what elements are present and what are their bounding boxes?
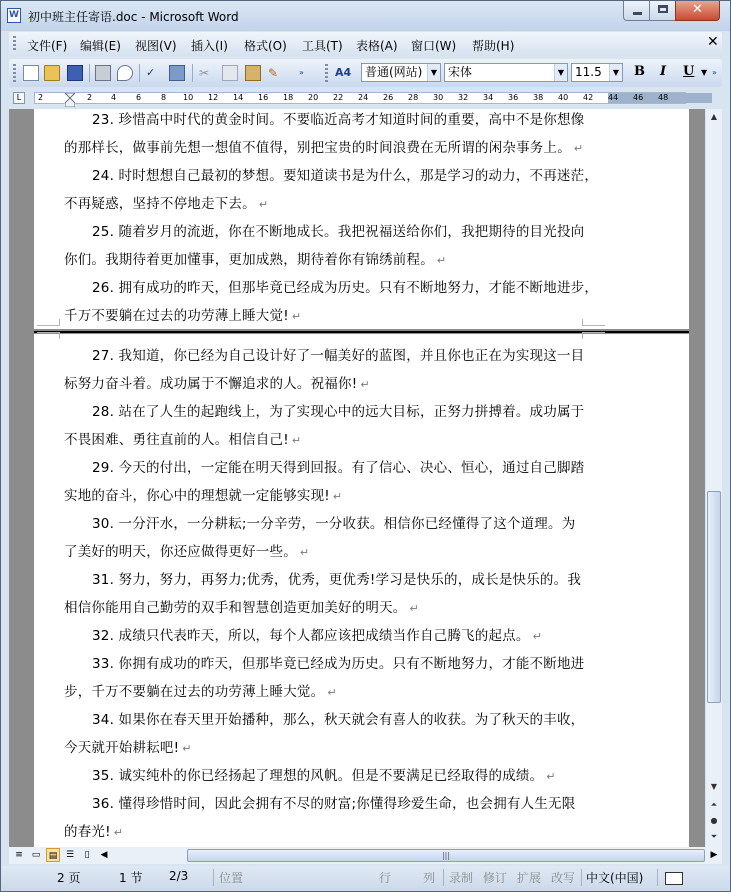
paragraph-line: 了美好的明天，你还应做得更好一些。 (64, 544, 297, 560)
paragraph-line: 今天就开始耕耘吧! (64, 740, 180, 756)
scroll-left-icon[interactable]: ◀ (100, 850, 108, 860)
paragraph-mark-icon: ↵ (532, 630, 542, 643)
paragraph-line: 步，千万不要躺在过去的功劳薄上睡大觉。 (64, 684, 325, 700)
minimize-icon (633, 12, 642, 15)
paragraph-line: 30. 一分汗水，一分耕耘;一分辛劳，一分收获。相信你已经懂得了这个道理。为 (92, 516, 576, 532)
toolbar-options-chevron-icon[interactable]: » (299, 68, 304, 77)
paragraph-line: 28. 站在了人生的起跑线上，为了实现心中的远大目标，正努力拼搏着。成功属于 (92, 404, 585, 420)
ruler-tick-label: 10 (183, 93, 194, 102)
bold-button[interactable]: B (634, 64, 645, 79)
ruler-tick-label: 34 (483, 93, 494, 102)
ruler-tick-label: 4 (111, 93, 117, 102)
menu-file[interactable]: 文件(F) (27, 39, 68, 53)
window-title: 初中班主任寄语.doc - Microsoft Word (28, 10, 239, 24)
scroll-up-icon[interactable]: ▲ (710, 112, 718, 121)
ruler-tick-label: 18 (283, 93, 294, 102)
paragraph[interactable] (64, 622, 624, 651)
menu-tools[interactable]: 工具(T) (302, 39, 343, 53)
paragraph-mark-icon: ↵ (409, 602, 419, 615)
close-window-button[interactable] (675, 1, 720, 21)
format-toolbar-grip-handle[interactable] (325, 64, 328, 82)
next-page-icon[interactable]: ⏷ (710, 832, 718, 841)
paragraph-line: 实地的奋斗，你心中的理想就一定能够实现! (64, 488, 330, 504)
select-browse-object-icon[interactable]: ● (710, 816, 718, 825)
document-page-2[interactable] (34, 334, 689, 847)
status-separator (581, 869, 582, 886)
toolbar-separator (139, 64, 140, 82)
paragraph-mark-icon: ↵ (299, 546, 310, 559)
page-corner-mark (37, 332, 60, 339)
new-document-icon[interactable] (23, 65, 39, 81)
paragraph-mark-icon: ↵ (182, 742, 192, 755)
scroll-down-icon[interactable]: ▼ (710, 782, 718, 791)
copy-icon[interactable] (222, 65, 238, 81)
paragraph[interactable] (64, 274, 624, 331)
paragraph-line: 29. 今天的付出，一定能在明天得到回报。有了信心、决心、恒心，通过自己脚踏 (92, 460, 585, 476)
status-overwrite[interactable]: 改写 (551, 871, 576, 885)
ruler-tick-label: 32 (458, 93, 469, 102)
paragraph-line: 36. 懂得珍惜时间，因此会拥有不尽的财富;你懂得珍爱生命，也会拥有人生无限 (92, 796, 576, 812)
paragraph[interactable] (64, 398, 624, 455)
format-painter-icon[interactable]: ✎ (268, 66, 279, 80)
paragraph-mark-icon: ↵ (436, 254, 447, 267)
ruler-tick-label: 6 (136, 93, 142, 102)
ruler-tick-label: 22 (333, 93, 344, 102)
status-section: 1 节 (119, 871, 143, 885)
toolbar-separator (192, 64, 193, 82)
ruler-tick-label: 12 (208, 93, 219, 102)
title-bar (1, 1, 730, 31)
paragraph-mark-icon: ↵ (113, 826, 124, 839)
status-position: 位置 (219, 871, 244, 885)
ruler-bar (9, 89, 722, 107)
print-icon[interactable] (95, 65, 111, 81)
menu-help[interactable]: 帮助(H) (472, 39, 515, 53)
paragraph[interactable] (64, 342, 624, 399)
paragraph-line: 相信你能用自己勤劳的双手和智慧创造更加美好的明天。 (64, 600, 407, 616)
menu-grip-handle[interactable] (13, 36, 16, 52)
paragraph-mark-icon: ↵ (327, 686, 337, 699)
menu-bar (9, 32, 722, 56)
ruler-tick-label: 24 (358, 93, 369, 102)
status-separator (213, 869, 214, 886)
chevron-down-icon[interactable]: ▼ (609, 64, 622, 81)
web-layout-view-icon[interactable]: ▭ (31, 850, 41, 860)
menu-table[interactable]: 表格(A) (356, 39, 398, 53)
print-preview-icon[interactable] (117, 65, 133, 81)
page-corner-mark (582, 332, 605, 339)
ruler-tick-label: 30 (433, 93, 444, 102)
status-column: 列 (423, 871, 436, 885)
horizontal-ruler[interactable] (34, 92, 686, 104)
reading-layout-view-icon[interactable]: ▯ (84, 850, 90, 860)
spelling-status-icon[interactable] (665, 872, 683, 885)
paragraph[interactable] (64, 218, 624, 275)
page-corner-mark (582, 319, 605, 326)
ruler-tick-label: 2 (87, 93, 93, 102)
horizontal-scrollbar[interactable] (9, 847, 722, 864)
indent-marker-icon[interactable] (65, 93, 75, 107)
menu-format[interactable]: 格式(O) (244, 39, 287, 53)
paragraph[interactable] (64, 706, 624, 763)
paragraph-line: 的春光! (64, 824, 111, 840)
save-icon[interactable] (67, 65, 83, 81)
maximize-button[interactable] (649, 1, 676, 21)
menu-insert[interactable]: 插入(I) (191, 39, 228, 53)
minimize-button[interactable] (623, 1, 650, 21)
ruler-tick-label: 8 (161, 93, 167, 102)
paste-icon[interactable] (245, 65, 261, 81)
status-separator (657, 869, 658, 886)
document-page-1[interactable] (34, 109, 689, 329)
paragraph-line: 你们。我期待着更加懂事，更加成熟，期待着你有锦绣前程。 (64, 252, 434, 268)
paragraph[interactable] (64, 790, 624, 847)
word-app-icon[interactable]: W (7, 8, 21, 23)
toolbar (9, 59, 722, 87)
paragraph-mark-icon: ↵ (291, 310, 302, 323)
status-line: 行 (379, 871, 392, 885)
outline-view-icon[interactable]: ☰ (65, 850, 75, 860)
toolbar-separator (89, 64, 90, 82)
font-size-value: 11.5 (575, 65, 602, 79)
ruler-tick-label: 48 (658, 93, 669, 102)
tab-selector[interactable]: L (13, 92, 25, 104)
ruler-tick-label: 44 (608, 93, 619, 102)
paragraph[interactable] (64, 510, 624, 567)
chevron-down-icon[interactable]: ▼ (427, 64, 440, 81)
paragraph[interactable] (64, 650, 624, 707)
paragraph[interactable] (64, 162, 624, 219)
paragraph[interactable] (64, 109, 624, 163)
open-folder-icon[interactable] (44, 65, 60, 81)
paragraph-line: 26. 拥有成功的昨天，但那毕竟已经成为历史。只有不断地努力，才能不断地进步， (92, 280, 599, 296)
chevron-down-icon[interactable]: ▼ (554, 64, 567, 81)
paragraph[interactable] (64, 454, 624, 511)
status-language[interactable]: 中文(中国) (586, 871, 644, 885)
status-bar (1, 866, 730, 891)
ruler-tick-label: 38 (533, 93, 544, 102)
spelling-check-icon[interactable]: ✓ (146, 66, 156, 79)
paragraph-line: 的那样长，做事前先想一想值不值得，别把宝贵的时间浪费在无所谓的闲杂事务上。 (64, 140, 571, 156)
ruler-tick-label: 20 (308, 93, 319, 102)
status-page-of: 2/3 (169, 869, 189, 883)
paragraph-mark-icon: ↵ (360, 378, 370, 391)
print-layout-view-icon[interactable]: ▤ (46, 848, 60, 862)
paragraph-line: 27. 我知道，你已经为自己设计好了一幅美好的蓝图，并且你也正在为实现这一目 (92, 348, 585, 364)
paragraph-line: 33. 你拥有成功的昨天，但那毕竟已经成为历史。只有不断地努力，才能不断地进 (92, 656, 585, 672)
paragraph-mark-icon: ↵ (332, 490, 343, 503)
ruler-tick-label: 36 (508, 93, 519, 102)
page-corner-mark (37, 319, 60, 326)
ruler-tick-label: 40 (558, 93, 569, 102)
paragraph-line: 千万不要躺在过去的功劳薄上睡大觉! (64, 308, 289, 324)
paragraph[interactable] (64, 566, 624, 623)
paragraph-line: 35. 诚实纯朴的你已经扬起了理想的风帆。但是不要满足已经取得的成绩。 (92, 768, 544, 784)
scroll-right-icon[interactable]: ▶ (710, 850, 718, 860)
maximize-icon (658, 5, 668, 13)
status-revise[interactable]: 修订 (483, 871, 508, 885)
font-size-select[interactable] (571, 63, 623, 82)
status-page: 2 页 (57, 871, 81, 885)
ruler-tick-label: 46 (633, 93, 644, 102)
paragraph-mark-icon: ↵ (546, 770, 556, 783)
ruler-tick-label: 28 (408, 93, 419, 102)
normal-view-icon[interactable]: ≡ (15, 850, 23, 860)
menu-view[interactable]: 视图(V) (135, 39, 177, 53)
paragraph-line: 23. 珍惜高中时代的黄金时间。不要临近高考才知道时间的重要，高中不是你想像 (92, 112, 585, 128)
toolbar-options-chevron-icon[interactable]: » (712, 68, 717, 77)
paragraph-line: 不再疑惑，坚持不停地走下去。 (64, 196, 256, 212)
paragraph-line: 31. 努力，努力，再努力;优秀，优秀，更优秀!学习是快乐的，成长是快乐的。我 (92, 572, 582, 588)
vertical-scrollbar[interactable] (706, 109, 722, 847)
paragraph-mark-icon: ↵ (291, 434, 302, 447)
document-area[interactable] (9, 109, 705, 847)
paragraph-mark-icon: ↵ (258, 198, 269, 211)
paragraph-line: 32. 成绩只代表昨天，所以，每个人都应该把成绩当作自己腾飞的起点。 (92, 628, 530, 644)
font-select-value: 宋体 (448, 65, 473, 79)
paragraph[interactable] (64, 762, 624, 791)
paragraph-line: 24. 时时想想自己最初的梦想。要知道读书是为什么，那是学习的动力，不再迷茫， (92, 168, 599, 184)
status-extend[interactable]: 扩展 (517, 871, 542, 885)
cut-icon[interactable]: ✂ (199, 66, 210, 80)
ruler-tick-label: 26 (383, 93, 394, 102)
underline-button[interactable]: U (683, 64, 695, 79)
close-document-button[interactable]: ✕ (707, 34, 719, 50)
toolbar-grip-handle[interactable] (13, 64, 16, 82)
menu-edit[interactable]: 编辑(E) (80, 39, 121, 53)
style-select-value: 普通(网站) (365, 65, 423, 79)
style-select[interactable] (361, 63, 441, 82)
paragraph-mark-icon: ↵ (573, 142, 584, 155)
horizontal-scroll-thumb[interactable]: ||| (187, 849, 705, 862)
status-record[interactable]: 录制 (449, 871, 474, 885)
previous-page-icon[interactable]: ⏶ (710, 800, 718, 809)
styles-and-formatting-icon[interactable]: A4 (335, 66, 352, 79)
font-select[interactable] (444, 63, 568, 82)
ruler-tick-label: 14 (233, 93, 244, 102)
menu-window[interactable]: 窗口(W) (411, 39, 457, 53)
paragraph-line: 不畏困难、勇往直前的人。相信自己! (64, 432, 289, 448)
underline-chevron-down-icon[interactable]: ▼ (701, 68, 708, 77)
paragraph-line: 标努力奋斗着。成功属于不懈追求的人。祝福你! (64, 376, 358, 392)
paragraph-line: 34. 如果你在春天里开始播种，那么，秋天就会有喜人的收获。为了秋天的丰收， (92, 712, 585, 728)
italic-button[interactable]: I (660, 64, 667, 79)
ruler-tick-label: 2 (38, 93, 44, 102)
ruler-tick-label: 42 (583, 93, 594, 102)
close-icon: ✕ (692, 2, 703, 17)
research-icon[interactable] (169, 65, 185, 81)
ruler-tick-label: 16 (258, 93, 269, 102)
paragraph-line: 25. 随着岁月的流逝，你在不断地成长。我把祝福送给你们，我把期待的目光投向 (92, 224, 585, 240)
vertical-scroll-thumb[interactable] (707, 491, 721, 703)
status-separator (443, 869, 444, 886)
